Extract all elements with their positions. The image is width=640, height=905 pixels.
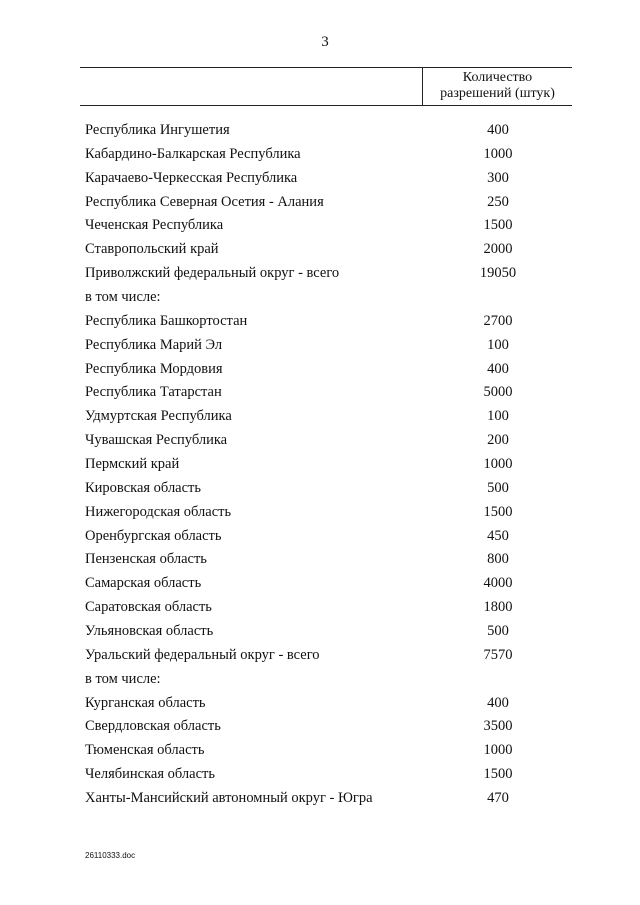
table-row <box>85 644 572 668</box>
page-number: 3 <box>321 34 329 50</box>
table-row <box>85 763 572 787</box>
count-header-line2: разрешений (штук) <box>440 86 555 101</box>
permit-count: 1500 <box>483 766 513 783</box>
region-name: Республика Татарстан <box>85 384 222 401</box>
table-header <box>80 67 572 106</box>
table-row <box>85 739 572 763</box>
count-header-line1: Количество <box>462 70 533 85</box>
permit-count: 250 <box>487 193 509 210</box>
permit-count: 470 <box>487 790 509 807</box>
region-name: Челябинская область <box>85 766 215 783</box>
permit-count: 4000 <box>483 575 513 592</box>
table-row <box>85 191 572 215</box>
permit-count: 450 <box>487 527 509 544</box>
permit-count: 400 <box>487 360 509 377</box>
permit-table <box>85 119 572 811</box>
region-name: Чувашская Республика <box>85 432 228 449</box>
table-row <box>85 381 572 405</box>
region-name: Оренбургская область <box>85 527 222 544</box>
region-name: в том числе: <box>85 289 161 306</box>
table-row <box>85 334 572 358</box>
region-name: Тюменская область <box>85 742 205 759</box>
table-row <box>85 405 572 429</box>
permit-count: 7570 <box>483 646 513 663</box>
table-row <box>85 262 572 286</box>
table-row <box>85 477 572 501</box>
table-row <box>85 668 572 692</box>
count-column-header <box>423 70 572 102</box>
permit-count: 200 <box>487 432 509 449</box>
permit-count: 400 <box>487 694 509 711</box>
permit-count: 800 <box>487 551 509 568</box>
permit-count: 300 <box>487 169 509 186</box>
table-row <box>85 358 572 382</box>
table-row <box>85 286 572 310</box>
table-row <box>85 715 572 739</box>
permit-count: 500 <box>487 479 509 496</box>
region-name: Республика Башкортостан <box>85 312 248 329</box>
table-row <box>85 596 572 620</box>
table-row <box>85 238 572 262</box>
region-name: Республика Марий Эл <box>85 336 223 353</box>
table-row <box>85 453 572 477</box>
region-name: Нижегородская область <box>85 503 232 520</box>
table-row <box>85 620 572 644</box>
region-name: Карачаево-Черкесская Республика <box>85 169 298 186</box>
region-name: Свердловская область <box>85 718 221 735</box>
region-name: Ханты-Мансийский автономный округ - Югра <box>85 790 373 807</box>
region-name: Кабардино-Балкарская Республика <box>85 145 301 162</box>
region-name: Уральский федеральный округ - всего <box>85 646 320 663</box>
table-row <box>85 787 572 811</box>
region-name: Чеченская Республика <box>85 217 224 234</box>
region-name: Приволжский федеральный округ - всего <box>85 265 340 282</box>
permit-count: 1000 <box>483 145 513 162</box>
table-row <box>85 525 572 549</box>
permit-count: 2700 <box>483 312 513 329</box>
region-name: Ставропольский край <box>85 241 219 258</box>
permit-count: 1000 <box>483 456 513 473</box>
table-row <box>85 548 572 572</box>
table-row <box>85 429 572 453</box>
region-name: Республика Северная Осетия - Алания <box>85 193 324 210</box>
permit-count: 1500 <box>483 217 513 234</box>
table-row <box>85 167 572 191</box>
table-row <box>85 310 572 334</box>
permit-count: 1800 <box>483 599 513 616</box>
region-name: в том числе: <box>85 670 161 687</box>
region-name: Кировская область <box>85 479 202 496</box>
permit-count: 2000 <box>483 241 513 258</box>
region-name: Удмуртская Республика <box>85 408 232 425</box>
region-name: Курганская область <box>85 694 206 711</box>
region-name: Пензенская область <box>85 551 207 568</box>
permit-count: 5000 <box>483 384 513 401</box>
region-name: Самарская область <box>85 575 202 592</box>
file-name-footer: 26110333.doc <box>85 851 136 860</box>
permit-count: 100 <box>487 408 509 425</box>
permit-count: 3500 <box>483 718 513 735</box>
permit-count: 500 <box>487 623 509 640</box>
table-row <box>85 572 572 596</box>
permit-count: 400 <box>487 122 509 138</box>
permit-count: 19050 <box>479 265 517 282</box>
permit-count: 100 <box>487 336 509 353</box>
region-name: Саратовская область <box>85 599 212 616</box>
region-name: Республика Ингушетия <box>85 122 230 138</box>
table-row <box>85 692 572 716</box>
table-row <box>85 119 572 143</box>
permit-count: 1500 <box>483 503 513 520</box>
table-row <box>85 214 572 238</box>
region-name: Ульяновская область <box>85 623 214 640</box>
table-row <box>85 501 572 525</box>
table-row <box>85 143 572 167</box>
region-name: Республика Мордовия <box>85 360 223 377</box>
region-name: Пермский край <box>85 456 180 473</box>
permit-count: 1000 <box>483 742 513 759</box>
